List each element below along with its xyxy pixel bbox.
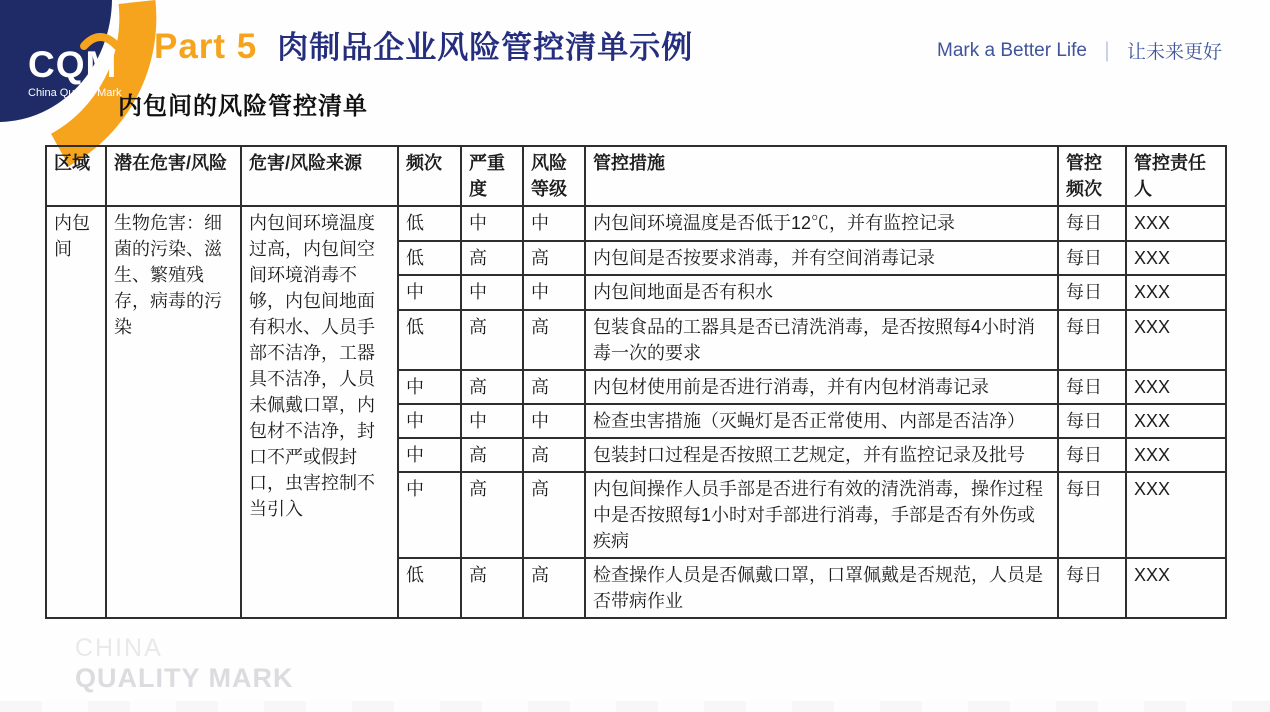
cell-severity: 中 bbox=[461, 275, 523, 310]
cell-measure: 内包间是否按要求消毒，并有空间消毒记录 bbox=[585, 241, 1058, 275]
column-header-owner: 管控责任人 bbox=[1126, 146, 1226, 206]
cell-frequency: 中 bbox=[398, 275, 461, 310]
tagline-en: Mark a Better Life bbox=[937, 39, 1087, 61]
cell-frequency: 中 bbox=[398, 370, 461, 404]
cell-severity: 高 bbox=[461, 310, 523, 370]
cell-owner: XXX bbox=[1126, 310, 1226, 370]
cell-risk-level: 中 bbox=[523, 404, 585, 438]
cell-owner: XXX bbox=[1126, 404, 1226, 438]
header bbox=[154, 22, 693, 67]
cell-control-frequency: 每日 bbox=[1058, 206, 1126, 241]
cell-risk-level: 高 bbox=[523, 558, 585, 618]
cell-severity: 高 bbox=[461, 241, 523, 275]
cell-owner: XXX bbox=[1126, 241, 1226, 275]
cell-measure: 内包材使用前是否进行消毒，并有内包材消毒记录 bbox=[585, 370, 1058, 404]
cell-frequency: 低 bbox=[398, 241, 461, 275]
cell-hazard: 生物危害：细菌的污染、滋生、繁殖残存，病毒的污染 bbox=[106, 206, 241, 618]
cell-owner: XXX bbox=[1126, 206, 1226, 241]
cell-area: 内包间 bbox=[46, 206, 106, 618]
cell-frequency: 低 bbox=[398, 558, 461, 618]
cell-measure: 检查虫害措施（灭蝇灯是否正常使用、内部是否洁净） bbox=[585, 404, 1058, 438]
risk-control-table bbox=[45, 145, 1227, 619]
cell-control-frequency: 每日 bbox=[1058, 241, 1126, 275]
cell-control-frequency: 每日 bbox=[1058, 438, 1126, 472]
watermark-line2: QUALITY MARK bbox=[75, 663, 294, 693]
column-header-area: 区域 bbox=[46, 146, 106, 206]
cell-severity: 高 bbox=[461, 370, 523, 404]
table-header-row bbox=[46, 146, 1226, 206]
page-title: 肉制品企业风险管控清单示例 bbox=[277, 30, 694, 65]
cell-risk-level: 中 bbox=[523, 275, 585, 310]
cell-measure: 包装封口过程是否按照工艺规定，并有监控记录及批号 bbox=[585, 438, 1058, 472]
cell-owner: XXX bbox=[1126, 472, 1226, 558]
column-header-source: 危害/风险来源 bbox=[241, 146, 398, 206]
column-header-measure: 管控措施 bbox=[585, 146, 1058, 206]
column-header-severity: 严重度 bbox=[461, 146, 523, 206]
cell-measure: 检查操作人员是否佩戴口罩，口罩佩戴是否规范，人员是否带病作业 bbox=[585, 558, 1058, 618]
column-header-frequency: 频次 bbox=[398, 146, 461, 206]
logo-subtext: China Quality Mark bbox=[28, 87, 122, 99]
cell-measure: 内包间环境温度是否低于12℃，并有监控记录 bbox=[585, 206, 1058, 241]
cell-severity: 中 bbox=[461, 404, 523, 438]
section-subtitle: 内包间的风险管控清单 bbox=[118, 93, 368, 120]
cell-owner: XXX bbox=[1126, 558, 1226, 618]
cell-severity: 高 bbox=[461, 472, 523, 558]
cell-owner: XXX bbox=[1126, 438, 1226, 472]
watermark-line1: CHINA bbox=[75, 634, 163, 662]
cell-risk-level: 高 bbox=[523, 310, 585, 370]
cell-control-frequency: 每日 bbox=[1058, 404, 1126, 438]
cell-risk-level: 高 bbox=[523, 241, 585, 275]
table-row bbox=[46, 206, 1226, 241]
cell-risk-level: 中 bbox=[523, 206, 585, 241]
column-header-risk-level: 风险等级 bbox=[523, 146, 585, 206]
cell-severity: 中 bbox=[461, 206, 523, 241]
cell-owner: XXX bbox=[1126, 275, 1226, 310]
cell-severity: 高 bbox=[461, 438, 523, 472]
tagline-separator: ｜ bbox=[1096, 42, 1117, 64]
cell-control-frequency: 每日 bbox=[1058, 275, 1126, 310]
cell-source: 内包间环境温度过高，内包间空间环境消毒不够，内包间地面有积水、人员手部不洁净，工器具不洁净，人员未佩戴口罩，内包材不洁净，封口不严或假封口，虫害控制不当引入 bbox=[241, 206, 398, 618]
cell-frequency: 中 bbox=[398, 404, 461, 438]
column-header-control-frequency: 管控频次 bbox=[1058, 146, 1126, 206]
tagline-zh: 让未来更好 bbox=[1126, 42, 1222, 63]
cell-risk-level: 高 bbox=[523, 472, 585, 558]
cell-frequency: 中 bbox=[398, 472, 461, 558]
cell-frequency: 中 bbox=[398, 438, 461, 472]
video-filmstrip bbox=[0, 701, 1270, 712]
cell-risk-level: 高 bbox=[523, 370, 585, 404]
part-label: Part 5 bbox=[154, 27, 258, 66]
cell-control-frequency: 每日 bbox=[1058, 370, 1126, 404]
cell-risk-level: 高 bbox=[523, 438, 585, 472]
column-header-hazard: 潜在危害/风险 bbox=[106, 146, 241, 206]
cell-measure: 内包间地面是否有积水 bbox=[585, 275, 1058, 310]
cell-frequency: 低 bbox=[398, 206, 461, 241]
cell-measure: 包装食品的工器具是否已清洗消毒，是否按照每4小时消毒一次的要求 bbox=[585, 310, 1058, 370]
brand-tagline bbox=[937, 36, 1222, 65]
cell-control-frequency: 每日 bbox=[1058, 472, 1126, 558]
cell-owner: XXX bbox=[1126, 370, 1226, 404]
cell-control-frequency: 每日 bbox=[1058, 558, 1126, 618]
watermark bbox=[75, 634, 294, 694]
cell-severity: 高 bbox=[461, 558, 523, 618]
cell-control-frequency: 每日 bbox=[1058, 310, 1126, 370]
logo-acronym: CQM bbox=[28, 44, 118, 85]
cell-measure: 内包间操作人员手部是否进行有效的清洗消毒，操作过程中是否按照每1小时对手部进行消毒，手部是否有外伤或疾病 bbox=[585, 472, 1058, 558]
cell-frequency: 低 bbox=[398, 310, 461, 370]
